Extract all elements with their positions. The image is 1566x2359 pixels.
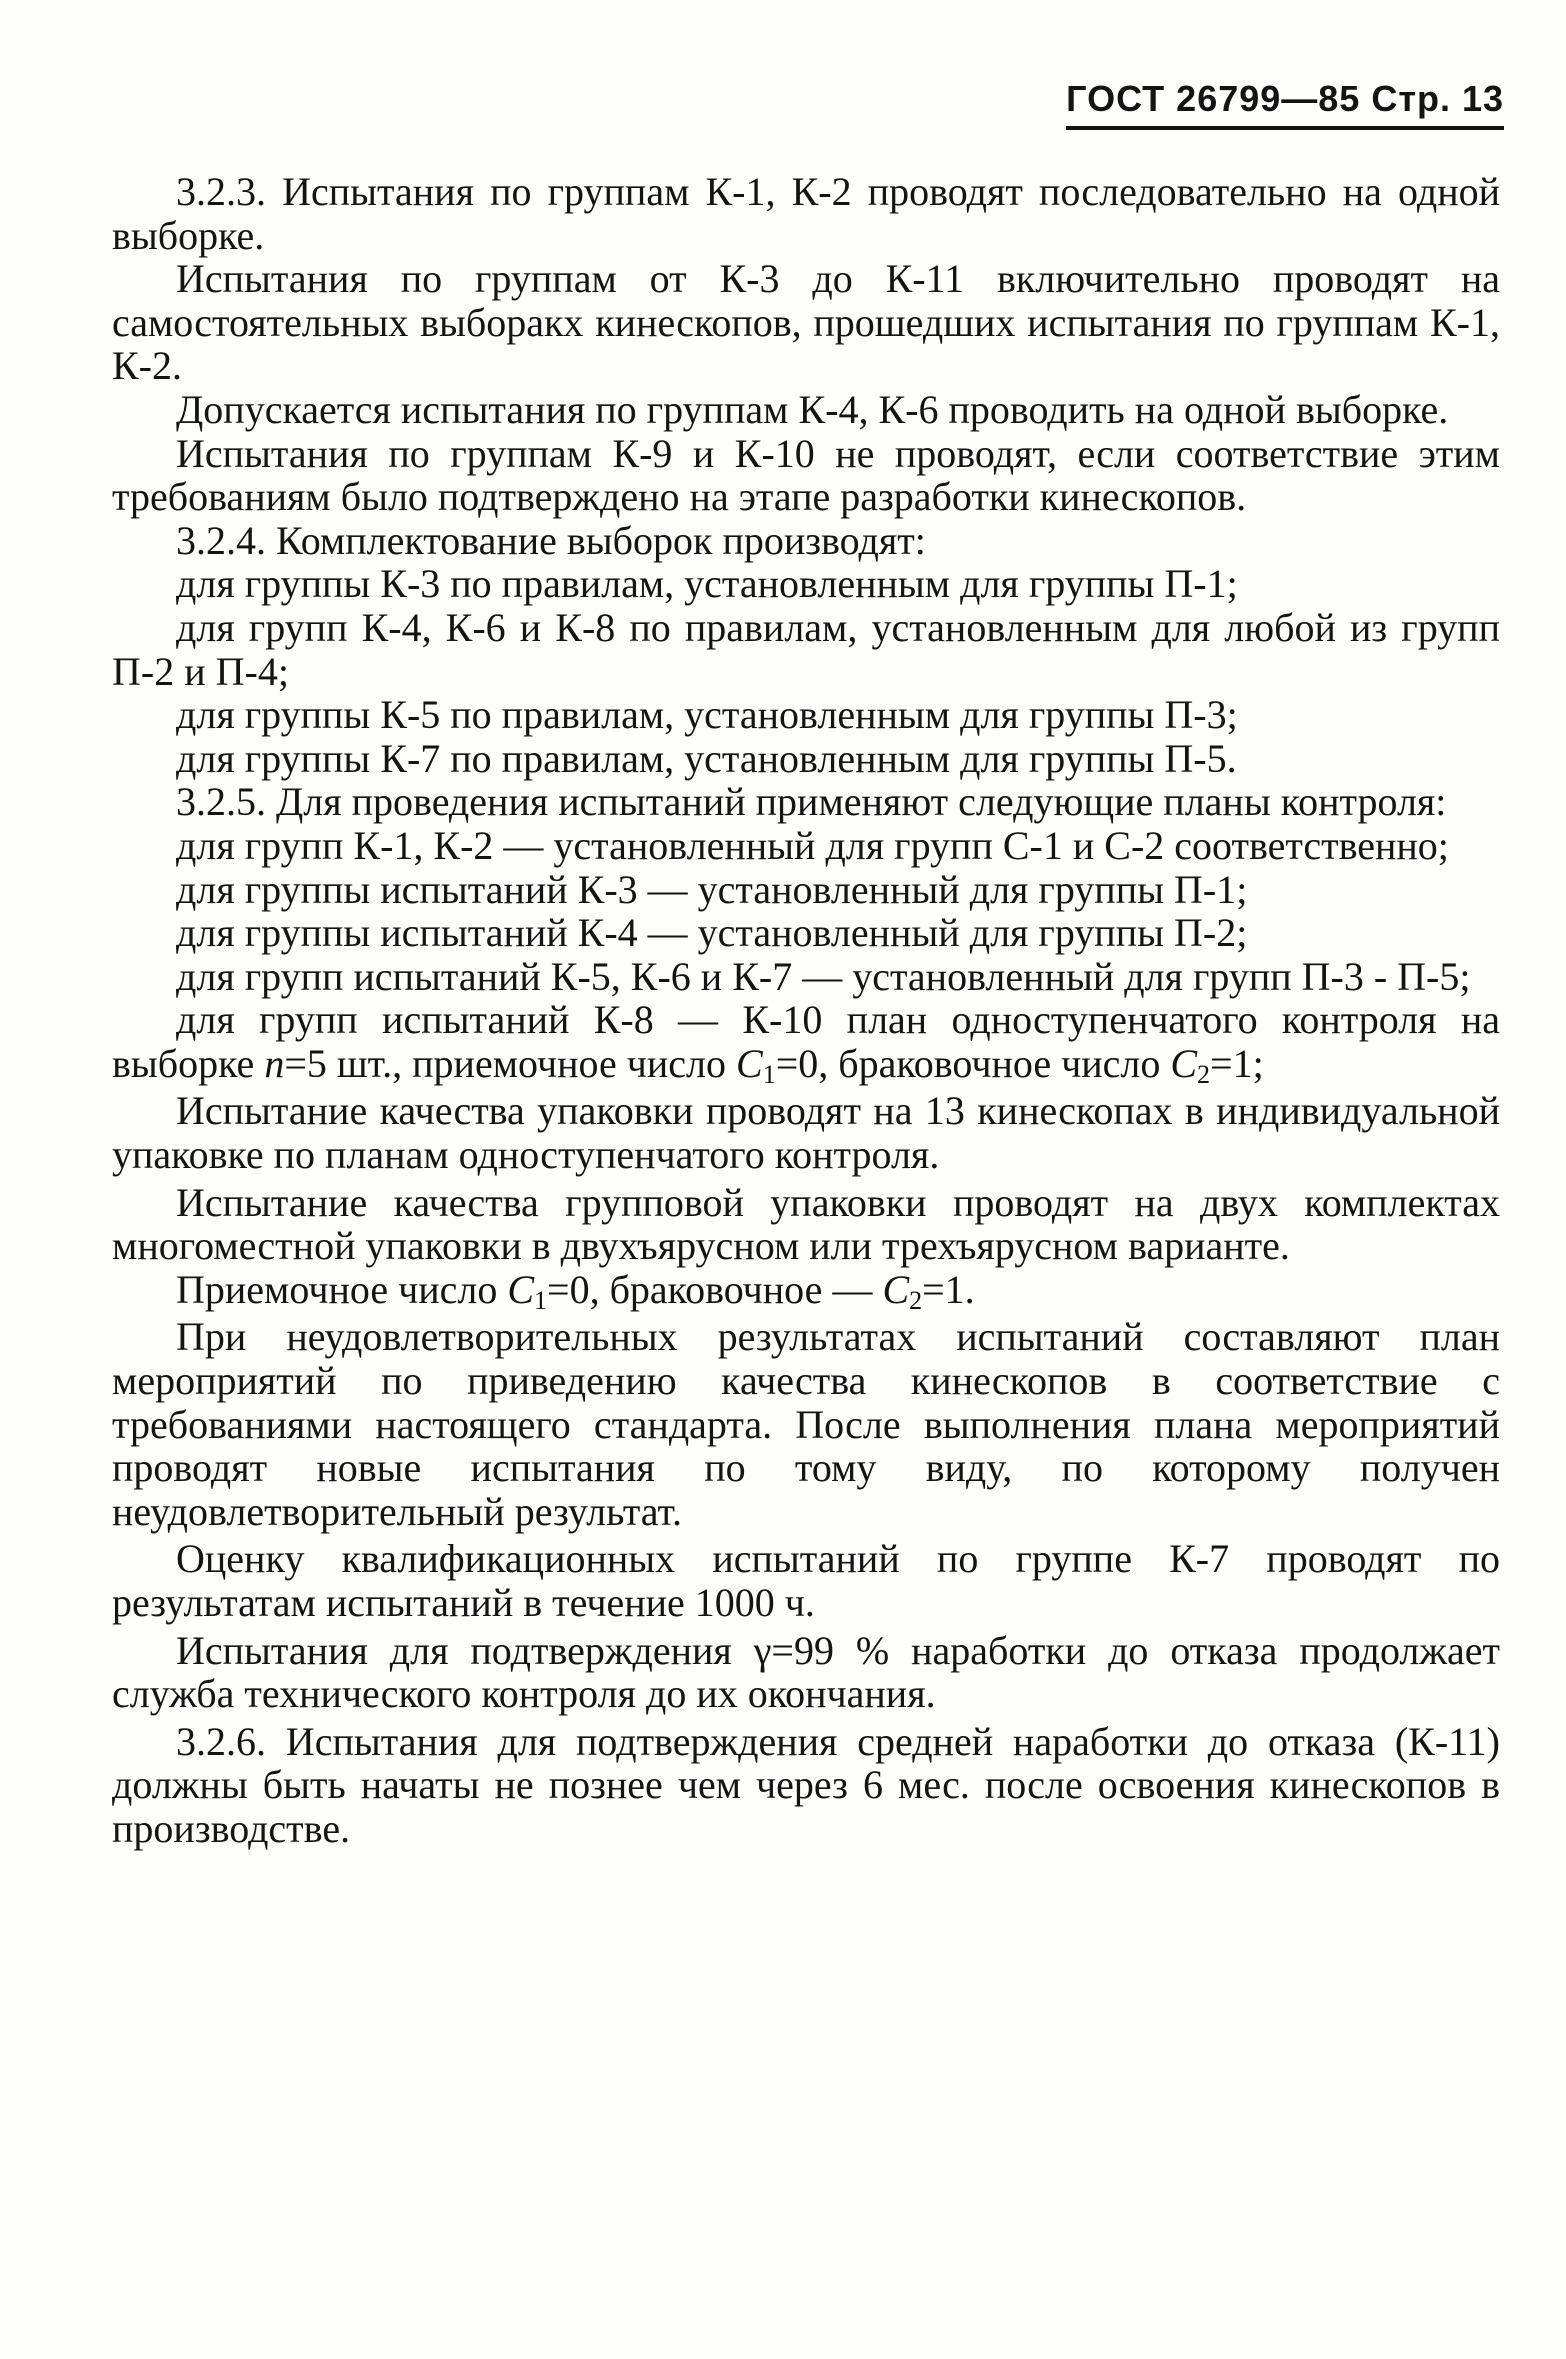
paragraph: [112, 1266, 1500, 1315]
text-run: =0, браковочное —: [547, 1266, 883, 1312]
list-item: [112, 997, 1500, 1089]
paragraph-3-2-5: 3.2.5. Для проведения испытаний применяют следующие планы контроля:: [176, 779, 1447, 825]
paragraph: При неудовлетворительных результатах испытаний составляют план мероприятий по приведению качества кинескопов в соответствие с требованиями настоящего стандарта. После выполнения плана мероприятий проводят новые испытания по тому виду, по которому получен неудовлетворительный результат.: [112, 1314, 1500, 1534]
list-item: для группы К-5 по правилам, установленным для группы П-3;: [176, 692, 1238, 738]
formula-sub: 2: [909, 1285, 923, 1315]
list-item: для группы К-7 по правилам, установленным для группы П-5.: [176, 735, 1237, 781]
text-run: =5 шт., приемочное число: [284, 1040, 736, 1086]
list-item: для группы испытаний К-4 — установленный для группы П-2;: [176, 910, 1248, 956]
formula-sub: 1: [534, 1285, 548, 1315]
paragraph: Испытания для подтверждения γ=99 % наработки до отказа продолжает служба технического контроля до их окончания.: [112, 1627, 1500, 1717]
text-run: Приемочное число: [176, 1266, 508, 1312]
list-item: для группы К-3 по правилам, установленным для группы П-1;: [176, 561, 1238, 607]
formula-var: C: [507, 1266, 535, 1312]
formula-var: C: [882, 1266, 910, 1312]
text-run: для групп испытаний К-8 — К-10 план одноступенчатого контроля на выборке: [112, 997, 1500, 1086]
list-item: для группы испытаний К-3 — установленный для группы П-1;: [176, 866, 1248, 912]
document-body: [112, 170, 1500, 1851]
list-item: для групп К-1, К-2 — установленный для групп С-1 и С-2 соответственно;: [176, 822, 1449, 868]
paragraph-3-2-4: 3.2.4. Комплектование выборок производят:: [176, 517, 926, 563]
formula-sub: 1: [762, 1059, 776, 1089]
paragraph: Испытание качества упаковки проводят на 13 кинескопах в индивидуальной упаковке по планам одноступенчатого контроля.: [112, 1088, 1500, 1178]
list-item: для групп испытаний К-5, К-6 и К-7 — установленный для групп П-3 - П-5;: [176, 953, 1471, 999]
paragraph-3-2-3: 3.2.3. Испытания по группам К-1, К-2 проводят последовательно на одной выборке.: [112, 169, 1500, 258]
formula-var: n: [264, 1040, 285, 1086]
formula-sub: 2: [1197, 1059, 1211, 1089]
page-header: ГОСТ 26799—85 Стр. 13: [1066, 78, 1504, 130]
formula-var: C: [1170, 1040, 1198, 1086]
text-run: =1.: [922, 1266, 975, 1312]
paragraph-3-2-6: 3.2.6. Испытания для подтверждения средней наработки до отказа (К-11) должны быть начаты не познее чем через 6 мес. после освоения кинескопов в производстве.: [112, 1718, 1500, 1851]
paragraph: Испытание качества групповой упаковки проводят на двух комплектах многоместной упаковки в двухъярусном или трехъярусном варианте.: [112, 1179, 1500, 1269]
paragraph: Испытания по группам К-9 и К-10 не проводят, если соответствие этим требованиям было подтверждено на этапе разработки кинескопов.: [112, 430, 1500, 520]
formula-var: C: [736, 1040, 763, 1086]
paragraph: Испытания по группам от К-3 до К-11 включительно проводят на самостоятельных выборакх кинескопов, прошедших испытания по группам К-1, К-2.: [112, 256, 1500, 389]
text-run: =1;: [1210, 1040, 1264, 1086]
paragraph: Допускается испытания по группам К-4, К-6 проводить на одной выборке.: [176, 386, 1449, 432]
paragraph: Оценку квалификационных испытаний по группе К-7 проводят по результатам испытаний в течение 1000 ч.: [112, 1536, 1500, 1625]
text-run: =0, браковочное число: [775, 1040, 1171, 1086]
list-item: для групп К-4, К-6 и К-8 по правилам, установленным для любой из групп П-2 и П-4;: [112, 604, 1500, 694]
